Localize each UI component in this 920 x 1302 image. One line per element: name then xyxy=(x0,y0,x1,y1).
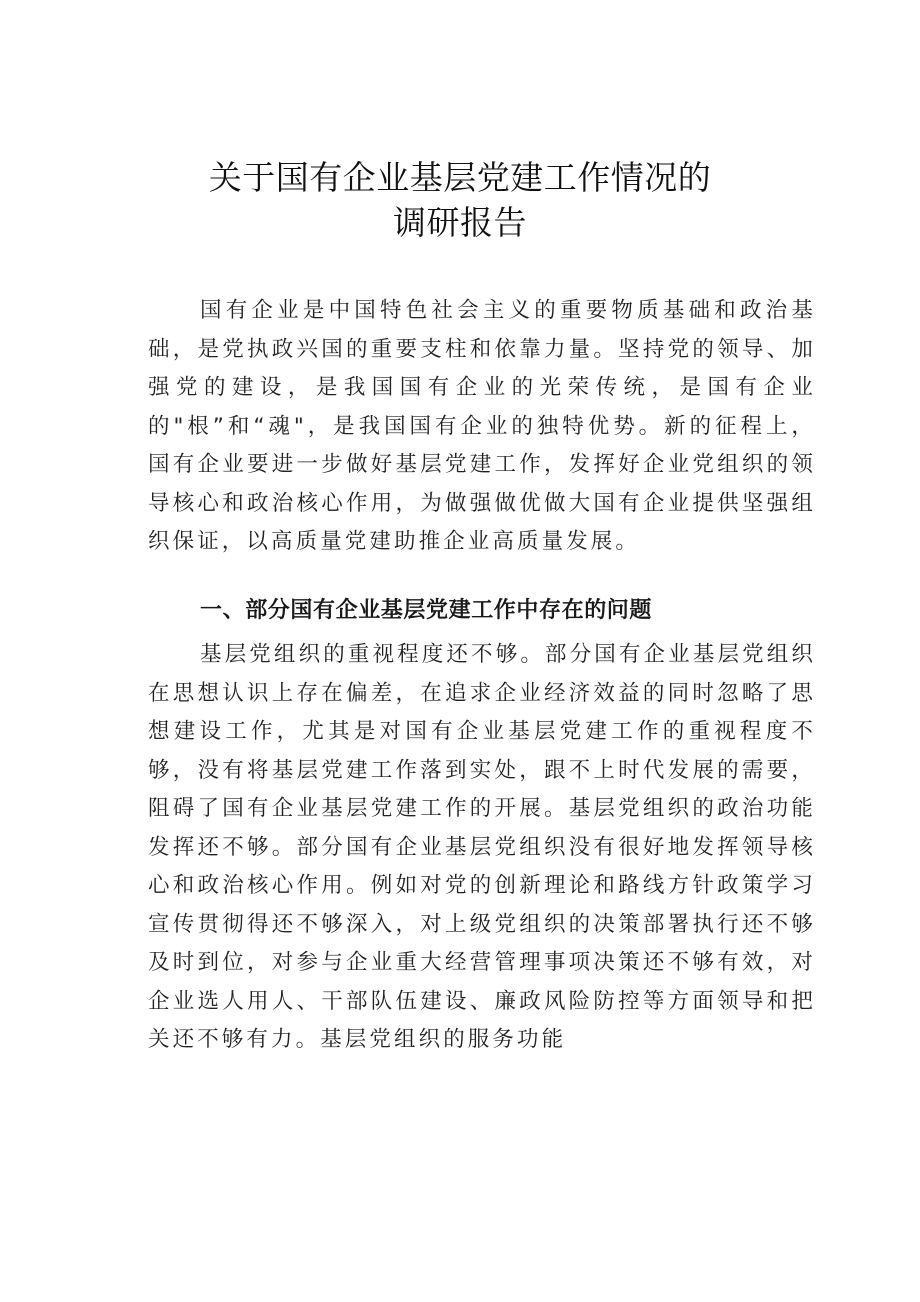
intro-paragraph: 国有企业是中国特色社会主义的重要物质基础和政治基础，是党执政兴国的重要支柱和依靠力量。坚持党的领导、加强党的建设，是我国国有企业的光荣传统，是国有企业的"根”和“魂"，是我国国有企业的独特优势。新的征程上，国有企业要进一步做好基层党建工作，发挥好企业党组织的领导核心和政治核心作用，为做强做优做大国有企业提供坚强组织保证，以高质量党建助推企业高质量发展。 xyxy=(148,298,816,554)
document-title-line-2: 调研报告 xyxy=(393,203,527,242)
document-title-line-1: 关于国有企业基层党建工作情况的 xyxy=(208,158,712,197)
section-heading-1: 一、部分国有企业基层党建工作中存在的问题 xyxy=(200,598,653,623)
section-1-paragraph: 基层党组织的重视程度还不够。部分国有企业基层党组织在思想认识上存在偏差，在追求企业经济效益的同时忽略了思想建设工作，尤其是对国有企业基层党建工作的重视程度不够，没有将基层党建工作落到实处，跟不上时代发展的需要，阻碍了国有企业基层党建工作的开展。基层党组织的政治功能发挥还不够。部分国有企业基层党组织没有很好地发挥领导核心和政治核心作用。例如对党的创新理论和路线方针政策学习宣传贯彻得还不够深入，对上级党组织的决策部署执行还不够及时到位，对参与企业重大经营管理事项决策还不够有效，对企业选人用人、干部队伍建设、廉政风险防控等方面领导和把关还不够有力。基层党组织的服务功能 xyxy=(148,642,816,1052)
